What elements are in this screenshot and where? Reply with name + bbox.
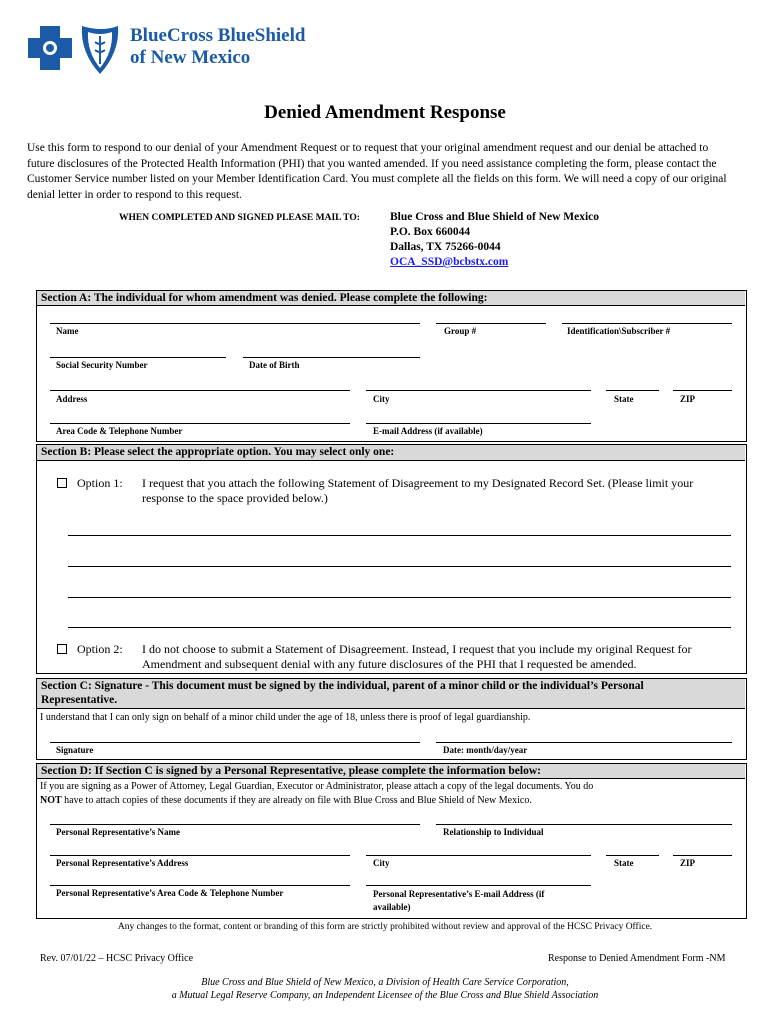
footer-notice: Any changes to the format, content or branding of this form are strictly prohibited without review and approval of the HCSC Privacy Office. <box>117 922 653 932</box>
statement-line-1[interactable] <box>68 535 731 536</box>
mail-to-label: WHEN COMPLETED AND SIGNED PLEASE MAIL TO: <box>119 213 360 223</box>
rep-phone-field[interactable] <box>50 885 350 886</box>
name-label: Name <box>56 326 79 336</box>
option-2-label: Option 2: <box>77 642 123 656</box>
section-c-header: Section C: Signature - This document must be signed by the individual, parent of a minor child or the individual’s Personal Representative. <box>37 679 745 709</box>
cross-shield-logo-icon <box>26 22 122 78</box>
rep-city-field[interactable] <box>366 855 591 856</box>
relationship-field[interactable] <box>436 824 732 825</box>
section-d-note <box>40 780 730 808</box>
rep-email-label: Personal Representative’s E-mail Address (if available) <box>373 889 545 912</box>
mail-line1: Blue Cross and Blue Shield of New Mexico <box>390 211 600 223</box>
phone-label: Area Code & Telephone Number <box>56 426 183 436</box>
dob-label: Date of Birth <box>249 360 300 370</box>
dob-field[interactable] <box>243 357 420 358</box>
option-1-label: Option 1: <box>77 476 123 490</box>
mail-line2: P.O. Box 660044 <box>390 226 471 238</box>
section-c-note: I understand that I can only sign on behalf of a minor child under the age of 18, unless there is proof of legal guardianship. <box>40 712 531 723</box>
section-a-header: Section A: The individual for whom amendment was denied. Please complete the following: <box>37 291 745 306</box>
state-field[interactable] <box>606 390 659 391</box>
rep-phone-label: Personal Representative’s Area Code & Telephone Number <box>56 888 284 898</box>
email-field[interactable] <box>366 423 591 424</box>
option-1-checkbox[interactable] <box>57 478 67 488</box>
section-b-header: Section B: Please select the appropriate option. You may select only one: <box>37 445 745 461</box>
section-d-header: Section D: If Section C is signed by a Personal Representative, please complete the information below: <box>37 764 745 779</box>
ssn-label: Social Security Number <box>56 360 148 370</box>
signature-field[interactable] <box>50 742 420 743</box>
state-label: State <box>614 394 634 404</box>
city-field[interactable] <box>366 390 591 391</box>
option-2-text: I do not choose to submit a Statement of Disagreement. Instead, I request that you include my original Request for Amendment and subsequent denial with any future disclosures of the PHI that I requested be amended. <box>142 642 692 671</box>
rep-address-label: Personal Representative’s Address <box>56 858 189 868</box>
name-field[interactable] <box>50 323 420 324</box>
rep-name-field[interactable] <box>50 824 420 825</box>
rep-state-field[interactable] <box>606 855 659 856</box>
org-name-line2: of New Mexico <box>130 47 251 68</box>
id-field[interactable] <box>562 323 732 324</box>
page-title: Denied Amendment Response <box>264 102 506 123</box>
phone-field[interactable] <box>50 423 350 424</box>
mail-address <box>390 210 599 270</box>
signature-label: Signature <box>56 745 94 755</box>
id-label: Identification\Subscriber # <box>567 326 671 336</box>
rep-name-label: Personal Representative’s Name <box>56 827 180 837</box>
footer-company-line1: Blue Cross and Blue Shield of New Mexico, a Division of Health Care Service Corporation, <box>201 977 569 988</box>
address-label: Address <box>56 394 88 404</box>
footer-rev: Rev. 07/01/22 – HCSC Privacy Office <box>40 953 194 964</box>
date-field[interactable] <box>436 742 732 743</box>
email-label: E-mail Address (if available) <box>373 426 483 436</box>
rep-address-field[interactable] <box>50 855 350 856</box>
bcbs-logo <box>26 22 122 78</box>
rep-email-field[interactable] <box>366 885 591 886</box>
option-2-checkbox[interactable] <box>57 644 67 654</box>
rep-state-label: State <box>614 858 634 868</box>
intro-paragraph: Use this form to respond to our denial of your Amendment Request or to request that your original amendment request and our denial be attached to future disclosures of the Protected Health Information (PHI) that you wanted amended. If you need assistance completing the form, please contact the Customer Service number listed on your Member Identification Card. You must complete all the fields on this form. We will need a copy of our original denial letter in order to respond to this request. <box>27 142 727 201</box>
section-d-note-not: NOT <box>40 795 62 806</box>
rep-city-label: City <box>373 858 390 868</box>
option-1-text: I request that you attach the following Statement of Disagreement to my Designated Record Set. (Please limit your response to the space provided below.) <box>142 476 694 505</box>
statement-line-2[interactable] <box>68 566 731 567</box>
rep-zip-field[interactable] <box>673 855 732 856</box>
relationship-label: Relationship to Individual <box>443 827 544 837</box>
zip-label: ZIP <box>680 394 696 404</box>
date-label: Date: month/day/year <box>443 745 528 755</box>
section-d-note-a: If you are signing as a Power of Attorney, Legal Guardian, Executor or Administrator, please attach a copy of the legal documents. You do <box>40 781 594 792</box>
group-field[interactable] <box>436 323 546 324</box>
zip-field[interactable] <box>673 390 732 391</box>
statement-line-4[interactable] <box>68 627 731 628</box>
footer-company <box>0 976 770 1002</box>
rep-zip-label: ZIP <box>680 858 696 868</box>
section-d-note-b: have to attach copies of these documents if they are already on file with Blue Cross and Blue Shield of New Mexico. <box>61 795 532 806</box>
org-name-line1: BlueCross BlueShield <box>130 25 306 46</box>
footer-company-line2: a Mutual Legal Reserve Company, an Independent Licensee of the Blue Cross and Blue Shield Association <box>171 990 599 1001</box>
ssn-field[interactable] <box>50 357 226 358</box>
org-name <box>130 25 305 69</box>
address-field[interactable] <box>50 390 350 391</box>
city-label: City <box>373 394 390 404</box>
footer-form-name: Response to Denied Amendment Form -NM <box>548 953 726 964</box>
group-label: Group # <box>444 326 477 336</box>
statement-line-3[interactable] <box>68 597 731 598</box>
mail-line3: Dallas, TX 75266-0044 <box>390 241 501 253</box>
mail-email-link[interactable]: OCA_SSD@bcbstx.com <box>390 256 509 268</box>
